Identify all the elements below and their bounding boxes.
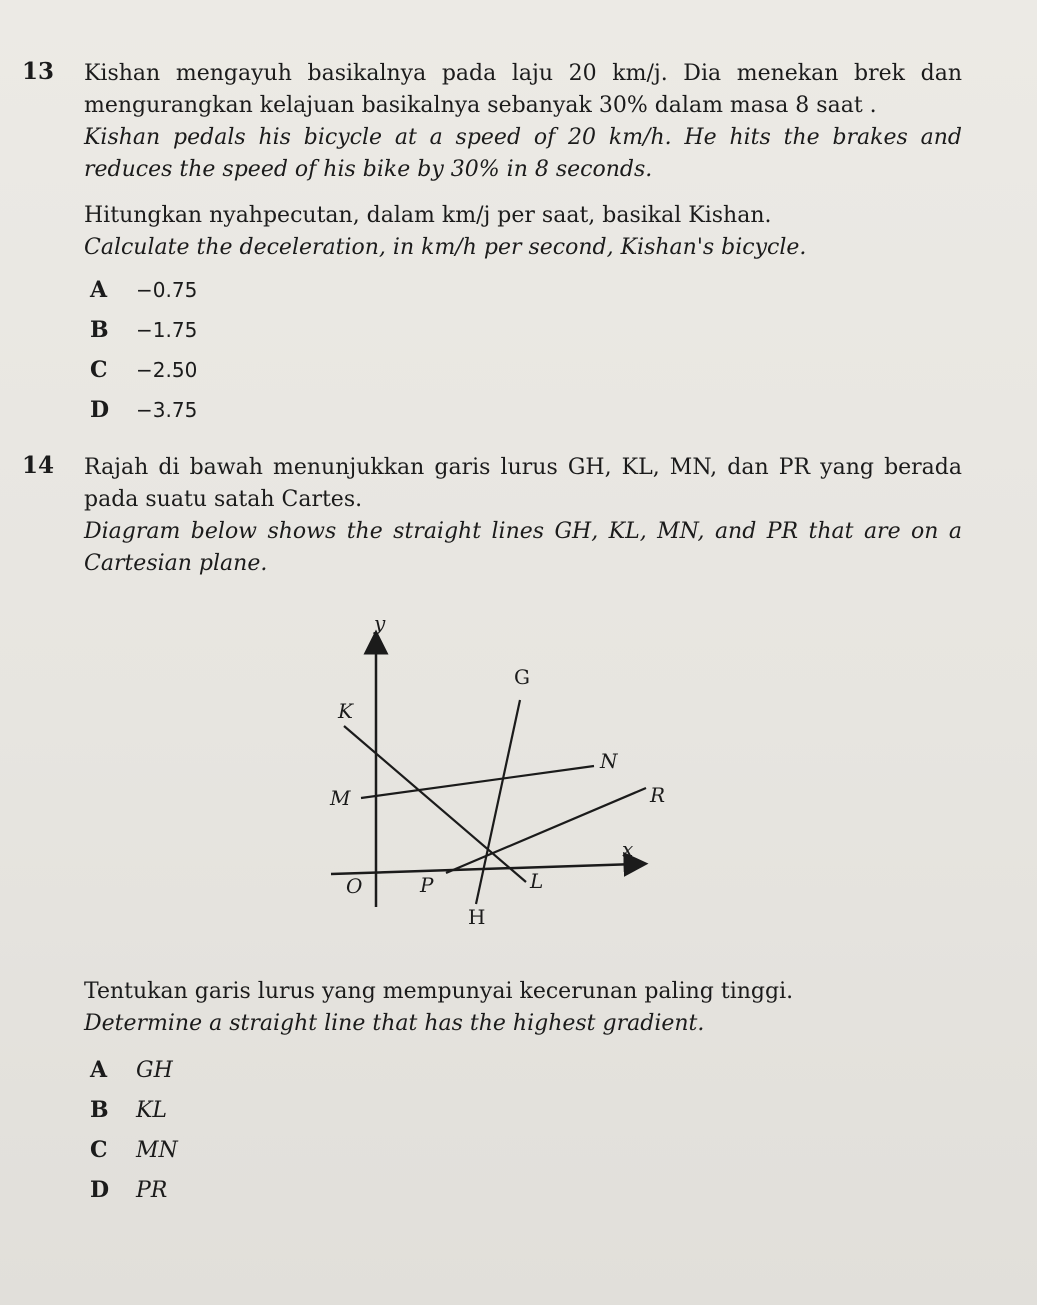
option-letter: A: [90, 1057, 108, 1083]
instruction-english: Determine a straight line that has the highest gradient.: [84, 1011, 705, 1036]
line-gh: [476, 700, 520, 904]
option-letter: C: [90, 357, 108, 383]
option-value: −0.75: [136, 278, 198, 302]
instruction-english: Calculate the deceleration, in km/h per second, Kishan's bicycle.: [84, 235, 807, 260]
line-pr: [446, 788, 646, 873]
option-value: PR: [136, 1178, 168, 1203]
question-text-malay: Kishan mengayuh basikalnya pada laju 20 km/j. Dia menekan brek dan mengurangkan kelajuan basikalnya sebanyak 30% dalam masa 8 saat .: [84, 61, 962, 118]
option-value: KL: [136, 1098, 168, 1123]
line-kl: [344, 726, 526, 882]
option-value: GH: [136, 1058, 173, 1083]
option-letter: A: [90, 277, 108, 303]
question-text-english: Diagram below shows the straight lines GH, KL, MN, and PR that are on a Cartesian plane.: [84, 519, 962, 576]
point-label-h: H: [468, 905, 486, 929]
point-label-p: P: [420, 873, 434, 897]
y-axis-label: y: [374, 612, 386, 635]
point-label-k: K: [338, 699, 353, 723]
question-14: [22, 452, 962, 580]
x-axis-label: x: [622, 837, 634, 861]
option-value: MN: [136, 1138, 178, 1163]
option-letter: B: [90, 1097, 109, 1123]
question-13: [22, 58, 962, 434]
question-14-part-2: [22, 976, 962, 1214]
point-label-n: N: [600, 749, 618, 773]
option-c[interactable]: [84, 354, 962, 394]
question-number: 14: [22, 452, 55, 479]
option-letter: D: [90, 397, 110, 423]
point-label-g: G: [514, 665, 530, 689]
origin-label: O: [346, 874, 363, 898]
option-d[interactable]: [84, 394, 962, 434]
option-letter: D: [90, 1177, 110, 1203]
answer-options: [84, 1054, 962, 1214]
option-c[interactable]: [84, 1134, 962, 1174]
question-number: 13: [22, 58, 55, 85]
point-label-m: M: [330, 786, 351, 810]
option-value: −1.75: [136, 318, 198, 342]
option-letter: C: [90, 1137, 108, 1163]
option-b[interactable]: [84, 1094, 962, 1134]
option-value: −2.50: [136, 358, 198, 382]
cartesian-plane-svg: [316, 612, 696, 942]
option-b[interactable]: [84, 314, 962, 354]
option-value: −3.75: [136, 398, 198, 422]
option-a[interactable]: [84, 274, 962, 314]
question-text-english: Kishan pedals his bicycle at a speed of 20 km/h. He hits the brakes and reduces the speed of his bike by 30% in 8 seconds.: [84, 125, 962, 182]
cartesian-diagram: [316, 612, 696, 942]
question-text-malay: Rajah di bawah menunjukkan garis lurus GH, KL, MN, dan PR yang berada pada suatu satah Cartes.: [84, 455, 962, 512]
instruction-malay: Hitungkan nyahpecutan, dalam km/j per saat, basikal Kishan.: [84, 203, 772, 228]
instruction-malay: Tentukan garis lurus yang mempunyai kecerunan paling tinggi.: [84, 979, 794, 1004]
option-letter: B: [90, 317, 109, 343]
point-label-l: L: [530, 869, 544, 893]
answer-options: [84, 274, 962, 434]
option-a[interactable]: [84, 1054, 962, 1094]
point-label-r: R: [650, 783, 666, 807]
option-d[interactable]: [84, 1174, 962, 1214]
